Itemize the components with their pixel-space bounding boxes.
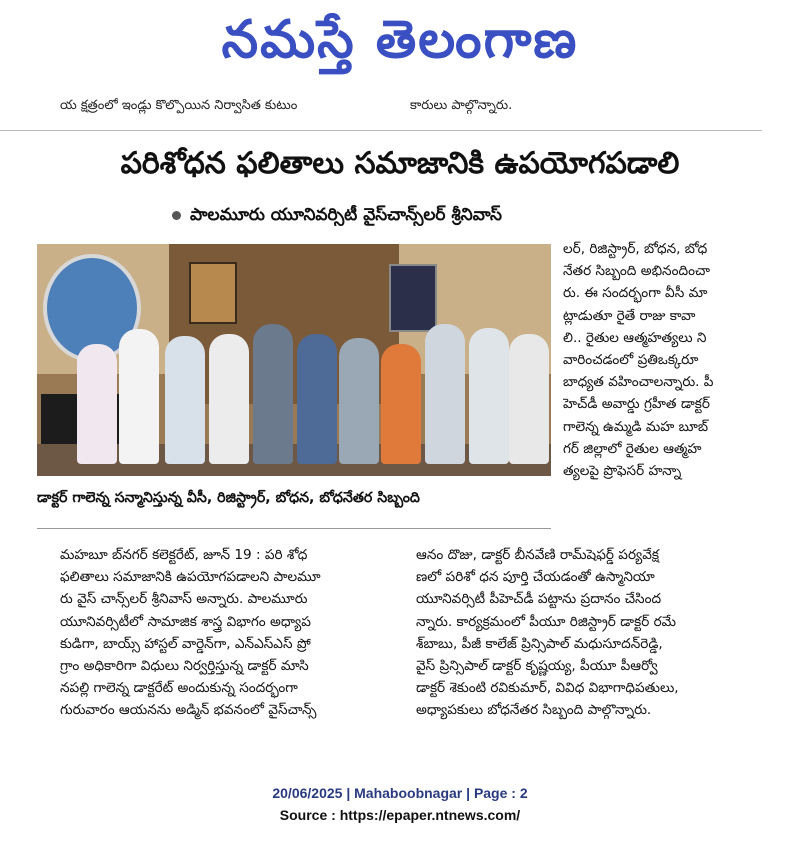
group-of-people xyxy=(77,304,547,464)
text-line: న్నారు. కార్యక్రమంలో పీయూ రిజిస్ట్రార్ డాక్టర్ రమే xyxy=(416,613,677,630)
masthead-logo: నమస్తే తెలంగాణ xyxy=(221,9,579,70)
text-line: యూనివర్సిటీలో సామాజిక శాస్త్ర విభాగం అధ్యాప xyxy=(60,613,311,630)
text-line: యూనివర్సిటీ పీహెచ్‌డీ పట్టాను ప్రదానం చేసింద xyxy=(416,591,662,608)
text-line: లి.. రైతుల ఆత్మహత్యలు ని xyxy=(563,329,707,346)
text-line: ణలో పరిశో ధన పూర్తి చేయడంతో ఉస్మానియా xyxy=(416,569,655,586)
article-column-right-top xyxy=(563,238,763,482)
text-line: గురువారం ఆయనను అడ్మిన్ భవనంలో వైస్‌చాన్స్ xyxy=(60,702,317,719)
photo-caption: డాక్టర్ గాలెన్న సన్మానిస్తున్న వీసీ, రిజిస్ట్రార్, బోధన, బోధనేతర సిబ్బంది xyxy=(37,490,420,506)
article-column-right-bottom xyxy=(416,544,762,722)
text-line: కుడిగా, బాయ్స్ హాస్టల్ వార్డెన్‌గా, ఎన్‌ఎస్‌ఎస్ ప్రో xyxy=(60,635,311,652)
source-link[interactable]: Source : https://epaper.ntnews.com/ xyxy=(279,807,521,823)
date-edition-page: 20/06/2025 | Mahaboobnagar | Page : 2 xyxy=(272,785,528,801)
text-line: శ్‌బాబు, పీజీ కాలేజ్ ప్రిన్సిపాల్ మధుసూదన్‌రెడ్డి, xyxy=(416,635,663,652)
subheadline: పాలమూరు యూనివర్సిటీ వైస్‌చాన్స్‌లర్ శ్రీనివాస్ xyxy=(190,205,502,225)
bullet-icon xyxy=(172,211,181,220)
text-line: గర్ జిల్లాలో రైతుల ఆత్మహ xyxy=(563,440,702,457)
snippet-right: కారులు పాల్గొన్నారు. xyxy=(410,98,513,113)
text-line: వైస్ ప్రిన్సిపాల్ డాక్టర్ కృష్ణయ్య, పీయూ పీఆర్వో xyxy=(416,657,658,674)
previous-story-snippet xyxy=(0,98,800,120)
text-line: నపల్లి గాలెన్న డాక్టరేట్ అందుకున్న సందర్భంగా xyxy=(60,680,298,697)
text-line: రు. ఈ సందర్భంగా వీసీ మా xyxy=(563,285,708,302)
text-line: రు వైస్ చాన్స్‌లర్ శ్రీనివాస్ అన్నారు. పాలమూరు xyxy=(60,591,308,608)
text-line: డాక్టర్ శెకుంటి రవికుమార్, వివిధ విభాగాధిపతులు, xyxy=(416,680,679,697)
text-line: బాధ్యత వహించాలన్నారు. పీ xyxy=(563,374,714,391)
text-line: అధ్యాపకులు బోధనేతర సిబ్బంది పాల్గొన్నారు. xyxy=(416,702,652,719)
text-line: గ్రాం అధికారిగా విధులు నిర్వర్తిస్తున్న డాక్టర్ మాసి xyxy=(60,657,309,674)
text-line: ట్లాడుతూ రైతే రాజు కావా xyxy=(563,307,696,324)
text-line: గాలెన్న ఉమ్మడి మహ బూబ్ xyxy=(563,418,709,435)
article-column-left xyxy=(60,544,406,722)
text-line: త్యలపై ప్రొఫెసర్ హన్నా xyxy=(563,462,682,479)
divider xyxy=(0,130,762,131)
news-photo xyxy=(37,244,551,476)
text-line: హెచ్‌డీ అవార్డు గ్రహీత డాక్టర్ xyxy=(563,396,710,413)
text-line: వారించడంలో ప్రతిఒక్కరూ xyxy=(563,351,699,368)
text-line: ఫలితాలు సమాజానికి ఉపయోగపడాలని పాలమూ xyxy=(60,569,321,586)
text-line: ఆనం దొజు, డాక్టర్ బీనవేణి రామ్‌షెఫర్డ్ పర్యవేక్ష xyxy=(416,547,659,563)
snippet-left: య క్షత్రంలో ఇండ్లు కొల్పొయిన నిర్వాసిత కుటుం xyxy=(60,98,298,113)
headline: పరిశోధన ఫలితాలు సమాజానికి ఉపయోగపడాలి xyxy=(120,146,680,181)
text-line: లర్, రిజిస్ట్రార్, బోధన, బోధ xyxy=(563,241,708,257)
text-line: మహబూ బ్‌నగర్ కలెక్టరేట్, జూన్ 19 : పరి శోధ xyxy=(60,547,308,563)
text-line: నేతర సిబ్బంది అభినందించా xyxy=(563,263,710,280)
footer xyxy=(0,782,800,826)
caption-divider xyxy=(37,528,551,529)
